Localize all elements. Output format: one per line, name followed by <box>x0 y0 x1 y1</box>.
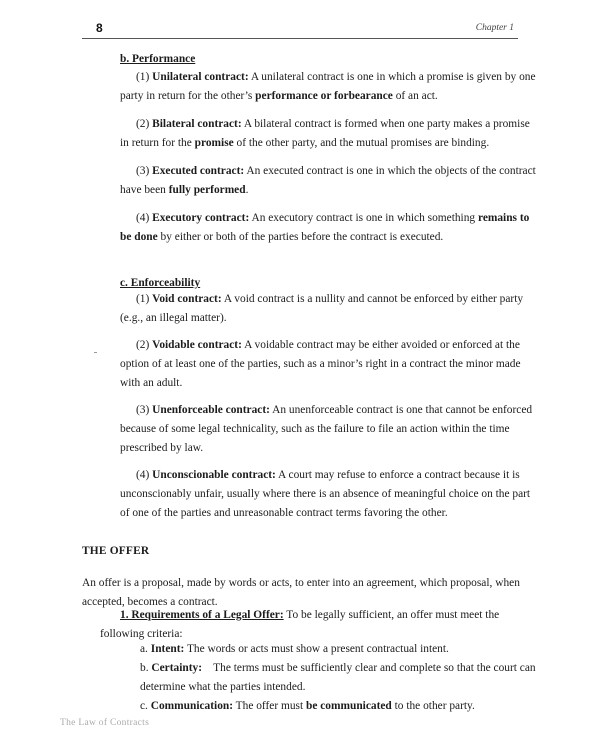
criteria-communication: c. Communication: The offer must be communicated to the other party. <box>140 700 475 712</box>
performance-item-3: (3) Executed contract: An executed contract is one in which the objects of the contract have been fully performed. <box>120 165 536 196</box>
performance-heading: b. Performance <box>120 53 196 65</box>
requirements-label: 1. Requirements of a Legal Offer: <box>120 609 284 621</box>
enforceability-item-1: (1) Void contract: A void contract is a nullity and cannot be enforced by either party (e.g., an illegal matter). <box>120 293 524 324</box>
offer-title: THE OFFER <box>82 545 150 557</box>
page-header <box>82 20 518 39</box>
performance-item-1: (1) Unilateral contract: A unilateral contract is one in which a promise is given by one party in return for the other’s performance or forbearance of an act. <box>120 71 536 102</box>
performance-item-4: (4) Executory contract: An executory contract is one in which something remains to be done by either or both of the parties before the contract is executed. <box>120 212 530 243</box>
offer-requirements: 1. Requirements of a Legal Offer: To be legally sufficient, an offer must meet the following criteria: <box>100 609 500 640</box>
performance-item-2: (2) Bilateral contract: A bilateral contract is formed when one party makes a promise in return for the promise of the other party, and the mutual promises are binding. <box>120 118 530 149</box>
criteria-intent: a. Intent: The words or acts must show a present contractual intent. <box>140 643 449 655</box>
enforceability-item-4: (4) Unconscionable contract: A court may refuse to enforce a contract because it is unconscionably unfair, usually where there is an absence of meaningful choice on the part of one of the parties and unreasonable contract terms favoring the other. <box>120 469 531 519</box>
stray-mark <box>94 352 97 353</box>
enforceability-heading: c. Enforceability <box>120 277 201 289</box>
enforceability-item-3: (3) Unenforceable contract: An unenforceable contract is one that cannot be enforced because of some legal technicality, such as the failure to file an action within the time prescribed by law. <box>120 404 533 454</box>
enforceability-item-2: (2) Voidable contract: A voidable contract may be either avoided or enforced at the option of at least one of the parties, such as a minor’s right in a contract the minor made with an adult. <box>120 339 521 389</box>
offer-intro: An offer is a proposal, made by words or acts, to enter into an agreement, which proposal, when accepted, becomes a contract. <box>82 577 520 608</box>
page-number: 8 <box>96 21 103 35</box>
criteria-certainty: b. Certainty: The terms must be sufficiently clear and complete so that the court can determine what the parties intended. <box>140 662 539 693</box>
page-footer: The Law of Contracts <box>60 718 150 728</box>
chapter-label: Chapter 1 <box>475 23 514 33</box>
